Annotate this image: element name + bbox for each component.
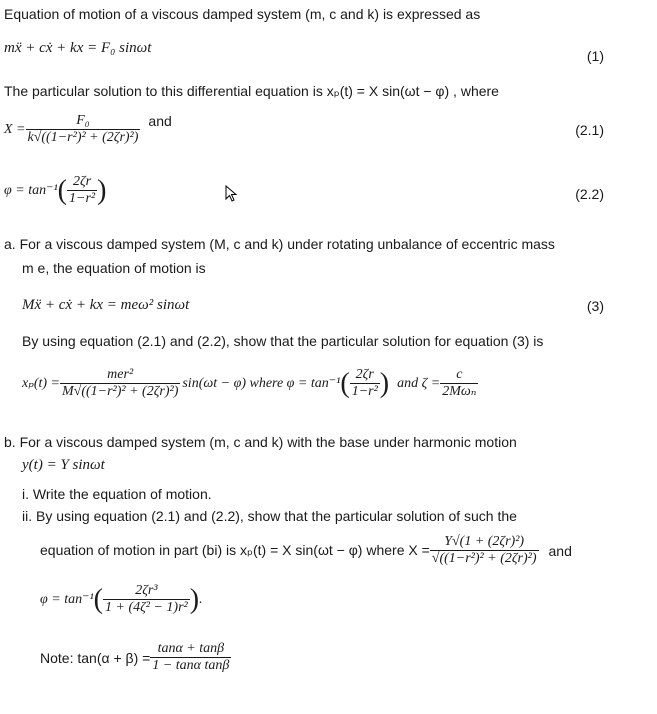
x-lhs: X =: [4, 121, 26, 137]
zeta-numerator: c: [456, 367, 463, 382]
x-denominator: k√((1−r²)² + (2ζr)²): [27, 130, 139, 145]
equation-2-2: [4, 174, 106, 207]
zeta-denominator: 2Mωₙ: [442, 384, 477, 399]
x-and: and: [148, 113, 172, 129]
part-b-text-3: equation of motion in part (bi) is xₚ(t) = X sin(ωt − φ) where X =: [40, 542, 430, 558]
right-paren: ): [97, 174, 107, 206]
bx-fraction: [430, 534, 539, 567]
intro-text-1: Equation of motion of a viscous damped system (m, c and k) is expressed as: [4, 6, 481, 22]
equation-number-3: (3): [586, 298, 604, 314]
xp-denominator: M√((1−r²)² + (2ζr)²): [61, 384, 179, 399]
b-phi-end: .: [199, 591, 203, 607]
equation-number-2-2: (2.2): [575, 186, 604, 202]
left-paren: (: [93, 583, 103, 615]
left-paren: (: [57, 174, 67, 206]
x-numerator: F₀: [76, 113, 90, 128]
zeta-and: and ζ =: [397, 375, 441, 391]
xp-fraction: [60, 367, 180, 400]
equation-1: mẍ + cẋ + kx = F₀ sinωt: [4, 40, 152, 56]
phi-lhs: φ = tan⁻¹: [4, 183, 58, 198]
part-a-text-1: a. For a viscous damped system (M, c and k) under rotating unbalance of eccentric mass: [4, 236, 555, 252]
part-b-item-i: i. Write the equation of motion.: [22, 486, 212, 502]
xp-lhs: xₚ(t) =: [22, 376, 60, 391]
note-lhs: Note: tan(α + β) =: [40, 649, 151, 666]
part-b-text-1: b. For a viscous damped system (m, c and k) with the base under harmonic motion: [4, 434, 517, 450]
xp-phi-denominator: 1−r²: [351, 384, 378, 399]
bx-and: and: [548, 542, 572, 559]
note-numerator: tanα + tanβ: [157, 641, 225, 656]
intro-text-2: The particular solution to this differential equation is xₚ(t) = X sin(ωt − φ) , where: [4, 83, 499, 99]
part-b-base-motion: y(t) = Y sinωt: [22, 457, 105, 473]
right-paren: ): [379, 367, 390, 399]
phi-numerator: 2ζr: [72, 174, 92, 189]
xp-phi-fraction: [350, 367, 380, 400]
left-paren: (: [340, 367, 350, 399]
b-phi-denominator: 1 + (4ζ² − 1)r²: [105, 600, 188, 615]
note-identity: [40, 641, 231, 674]
mouse-cursor-icon: [225, 185, 239, 203]
x-fraction: [26, 113, 141, 146]
equation-number-2-1: (2.1): [575, 122, 604, 138]
equation-3: Mẍ + cẋ + kx = meω² sinωt: [22, 297, 190, 313]
right-paren: ): [189, 583, 200, 615]
xp-middle: sin(ωt − φ) where φ = tan⁻¹: [182, 376, 341, 391]
equation-number-1: (1): [586, 48, 604, 64]
particular-solution-a: [22, 367, 478, 400]
part-a-text-3: By using equation (2.1) and (2.2), show that the particular solution for equation (3) is: [22, 333, 544, 349]
particular-solution-b: [40, 534, 572, 567]
phi-denominator: 1−r²: [69, 191, 96, 206]
bx-denominator: √((1−r²)² + (2ζr)²): [431, 551, 537, 566]
xp-phi-numerator: 2ζr: [355, 367, 374, 382]
part-b-item-ii: ii. By using equation (2.1) and (2.2), show that the particular solution of such the: [22, 508, 517, 524]
equation-2-1: [4, 113, 172, 146]
b-phi-numerator: 2ζr³: [135, 583, 158, 598]
b-phi-fraction: [103, 583, 190, 616]
zeta-fraction: [440, 367, 478, 400]
phi-equation-b: [40, 583, 203, 616]
phi-fraction: [67, 174, 97, 207]
xp-numerator: mer²: [107, 367, 134, 382]
part-a-text-2: m e, the equation of motion is: [22, 260, 206, 276]
note-fraction: [150, 641, 231, 674]
bx-numerator: Y√(1 + (2ζr)²): [444, 534, 525, 549]
note-denominator: 1 − tanα tanβ: [152, 658, 230, 673]
b-phi-lhs: φ = tan⁻¹: [40, 592, 94, 607]
